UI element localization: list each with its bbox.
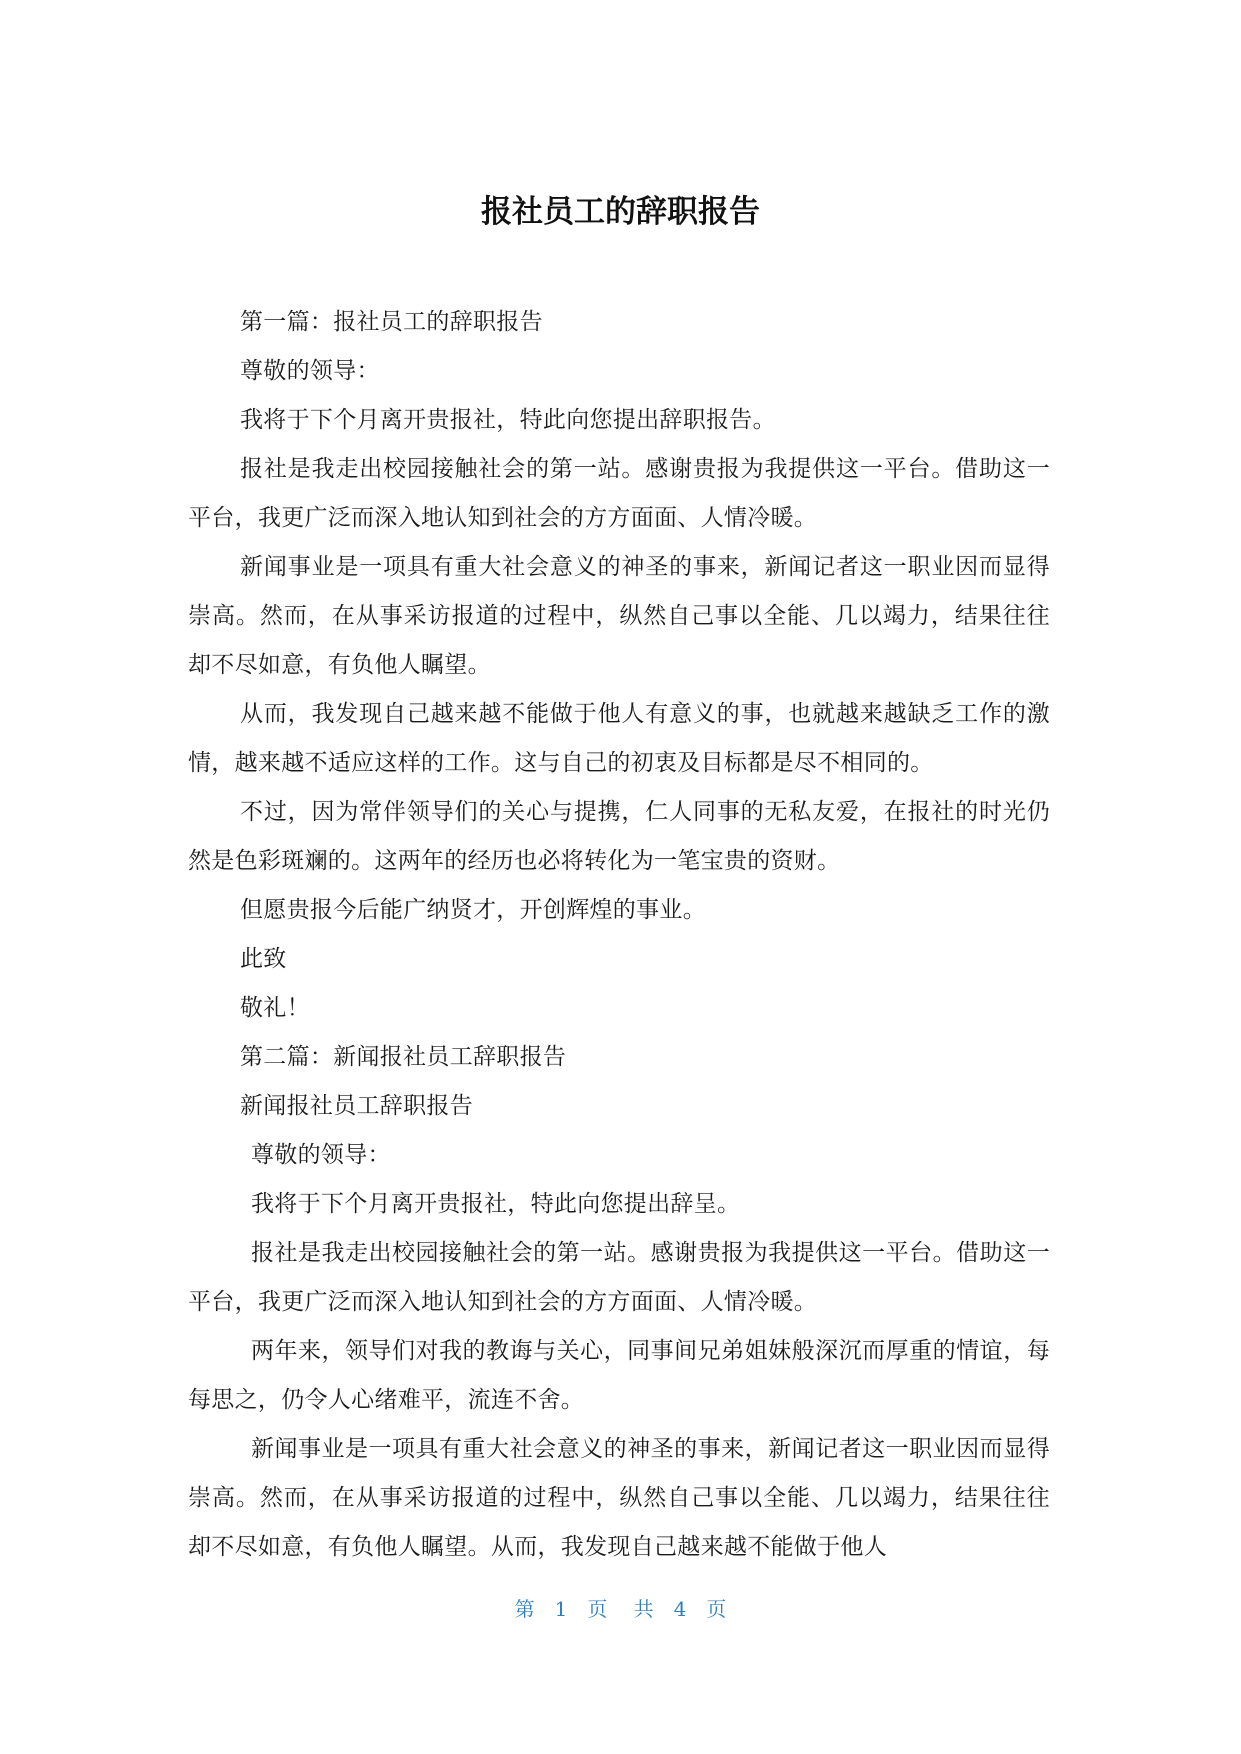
footer-word-of: 页 共 xyxy=(587,1597,654,1621)
paragraph: 尊敬的领导： xyxy=(240,358,380,384)
footer-word-page: 第 xyxy=(514,1597,535,1621)
paragraph: 新闻事业是一项具有重大社会意义的神圣的事来，新闻记者这一职业因而显得崇高。然而，在从事采访报道的过程中，纵然自己事以全能、几以竭力，结果往往却不尽如意，有负他人瞩望。 xyxy=(188,554,1050,678)
paragraph: 新闻报社员工辞职报告 xyxy=(240,1093,473,1119)
paragraph: 此致 xyxy=(240,946,287,972)
paragraph: 两年来，领导们对我的教诲与关心，同事间兄弟姐妹般深沉而厚重的情谊，每每思之，仍令人心绪难平，流连不舍。 xyxy=(188,1338,1050,1413)
paragraph: 我将于下个月离开贵报社，特此向您提出辞呈。 xyxy=(251,1191,741,1217)
paragraph: 但愿贵报今后能广纳贤才，开创辉煌的事业。 xyxy=(240,897,706,923)
paragraph: 不过，因为常伴领导们的关心与提携，仁人同事的无私友爱，在报社的时光仍然是色彩斑斓的。这两年的经历也必将转化为一笔宝贵的资财。 xyxy=(188,799,1050,874)
paragraph: 我将于下个月离开贵报社，特此向您提出辞职报告。 xyxy=(240,407,776,433)
current-page-number: 1 xyxy=(554,1597,568,1621)
document-title: 报社员工的辞职报告 xyxy=(481,194,760,230)
footer-word-pages: 页 xyxy=(706,1597,727,1621)
paragraph: 报社是我走出校园接触社会的第一站。感谢贵报为我提供这一平台。借助这一平台，我更广泛而深入地认知到社会的方方面面、人情冷暖。 xyxy=(188,1240,1050,1315)
paragraph: 新闻事业是一项具有重大社会意义的神圣的事来，新闻记者这一职业因而显得崇高。然而，在从事采访报道的过程中，纵然自己事以全能、几以竭力，结果往往却不尽如意，有负他人瞩望。从而，我发现自己越来越不能做于他人 xyxy=(188,1436,1050,1560)
paragraph: 尊敬的领导： xyxy=(251,1142,391,1168)
document-body xyxy=(188,298,1050,1572)
page-footer xyxy=(0,1594,1241,1624)
paragraph: 从而，我发现自己越来越不能做于他人有意义的事，也就越来越缺乏工作的激情，越来越不适应这样的工作。这与自己的初衷及目标都是尽不相同的。 xyxy=(188,701,1050,776)
paragraph: 第二篇：新闻报社员工辞职报告 xyxy=(240,1044,567,1070)
paragraph: 敬礼！ xyxy=(240,995,310,1021)
paragraph: 报社是我走出校园接触社会的第一站。感谢贵报为我提供这一平台。借助这一平台，我更广泛而深入地认知到社会的方方面面、人情冷暖。 xyxy=(188,456,1050,531)
paragraph: 第一篇：报社员工的辞职报告 xyxy=(240,309,543,335)
total-pages-number: 4 xyxy=(673,1597,687,1621)
